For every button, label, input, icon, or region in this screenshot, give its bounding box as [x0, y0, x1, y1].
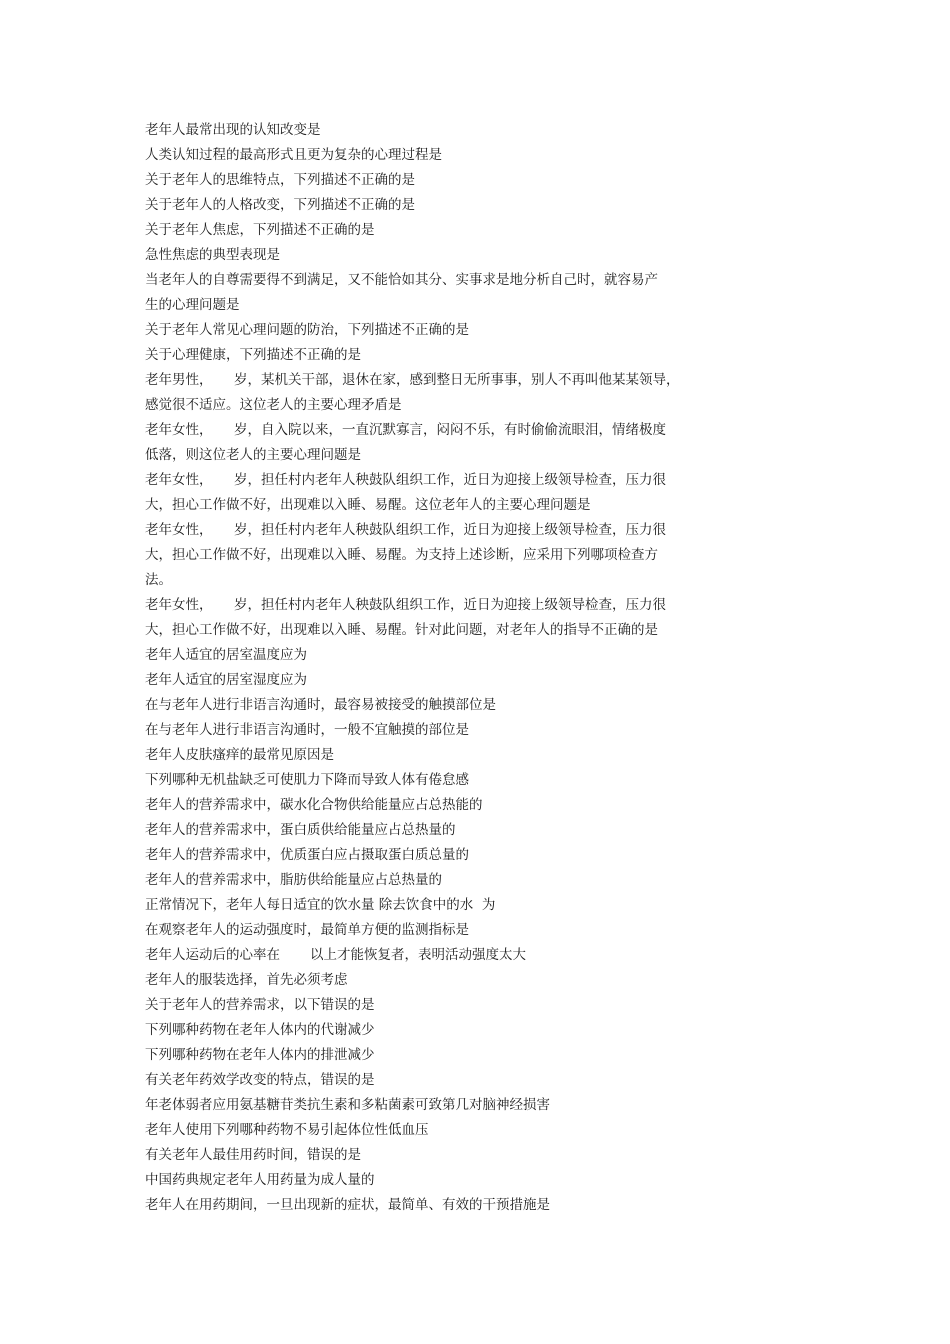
text-line: 老年男性， 岁，某机关干部，退休在家，感到整日无所事事，别人不再叫他某某领导， [145, 372, 680, 388]
text-line: 大，担心工作做不好，出现难以入睡、易醒。为支持上述诊断，应采用下列哪项检查方 [145, 547, 658, 563]
text-line: 老年人的营养需求中，碳水化合物供给能量应占总热能的 [145, 797, 483, 813]
text-line: 在与老年人进行非语言沟通时，最容易被接受的触摸部位是 [145, 697, 496, 713]
text-line: 大，担心工作做不好，出现难以入睡、易醒。针对此问题，对老年人的指导不正确的是 [145, 622, 658, 638]
text-line: 老年女性， 岁，担任村内老年人秧鼓队组织工作，近日为迎接上级领导检查，压力很 [145, 522, 666, 538]
text-line: 关于心理健康，下列描述不正确的是 [145, 347, 361, 363]
text-line: 关于老年人的人格改变，下列描述不正确的是 [145, 197, 415, 213]
text-line: 年老体弱者应用氨基糖苷类抗生素和多粘菌素可致第几对脑神经损害 [145, 1097, 550, 1113]
text-line: 在观察老年人的运动强度时，最简单方便的监测指标是 [145, 922, 469, 938]
text-line: 老年人的服装选择，首先必须考虑 [145, 972, 348, 988]
text-line: 关于老年人的思维特点，下列描述不正确的是 [145, 172, 415, 188]
text-line: 大，担心工作做不好，出现难以入睡、易醒。这位老年人的主要心理问题是 [145, 497, 591, 513]
text-line: 老年人适宜的居室温度应为 [145, 647, 307, 663]
text-line: 老年人最常出现的认知改变是 [145, 122, 321, 138]
text-line: 急性焦虑的典型表现是 [145, 247, 280, 263]
text-line: 下列哪种药物在老年人体内的排泄减少 [145, 1047, 375, 1063]
text-line: 老年女性， 岁，担任村内老年人秧鼓队组织工作，近日为迎接上级领导检查，压力很 [145, 472, 666, 488]
text-line: 生的心理问题是 [145, 297, 240, 313]
text-line: 关于老年人的营养需求，以下错误的是 [145, 997, 375, 1013]
text-line: 老年人的营养需求中，蛋白质供给能量应占总热量的 [145, 822, 456, 838]
text-line: 老年人适宜的居室湿度应为 [145, 672, 307, 688]
text-line: 中国药典规定老年人用药量为成人量的 [145, 1172, 375, 1188]
text-line: 正常情况下，老年人每日适宜的饮水量 除去饮食中的水 为 [145, 897, 496, 913]
text-line: 老年人皮肤瘙痒的最常见原因是 [145, 747, 334, 763]
text-line: 老年人运动后的心率在 以上才能恢复者，表明活动强度太大 [145, 947, 527, 963]
text-line: 老年人的营养需求中，优质蛋白应占摄取蛋白质总量的 [145, 847, 469, 863]
text-line: 下列哪种药物在老年人体内的代谢减少 [145, 1022, 375, 1038]
text-line: 人类认知过程的最高形式且更为复杂的心理过程是 [145, 147, 442, 163]
text-line: 老年人的营养需求中，脂肪供给能量应占总热量的 [145, 872, 442, 888]
text-line: 老年女性， 岁，担任村内老年人秧鼓队组织工作，近日为迎接上级领导检查，压力很 [145, 597, 666, 613]
text-line: 关于老年人焦虑，下列描述不正确的是 [145, 222, 375, 238]
text-line: 在与老年人进行非语言沟通时，一般不宜触摸的部位是 [145, 722, 469, 738]
text-line: 老年女性， 岁，自入院以来，一直沉默寡言，闷闷不乐，有时偷偷流眼泪，情绪极度 [145, 422, 666, 438]
text-line: 法。 [145, 572, 172, 588]
text-line: 老年人在用药期间，一旦出现新的症状，最简单、有效的干预措施是 [145, 1197, 550, 1213]
text-line: 低落，则这位老人的主要心理问题是 [145, 447, 361, 463]
text-line: 当老年人的自尊需要得不到满足，又不能恰如其分、实事求是地分析自己时，就容易产 [145, 272, 658, 288]
text-line: 关于老年人常见心理问题的防治，下列描述不正确的是 [145, 322, 469, 338]
text-line: 下列哪种无机盐缺乏可使肌力下降而导致人体有倦怠感 [145, 772, 469, 788]
text-line: 有关老年药效学改变的特点，错误的是 [145, 1072, 375, 1088]
text-line: 感觉很不适应。这位老人的主要心理矛盾是 [145, 397, 402, 413]
text-line: 有关老年人最佳用药时间，错误的是 [145, 1147, 361, 1163]
text-line: 老年人使用下列哪种药物不易引起体位性低血压 [145, 1122, 429, 1138]
document-text-body [145, 118, 700, 1218]
